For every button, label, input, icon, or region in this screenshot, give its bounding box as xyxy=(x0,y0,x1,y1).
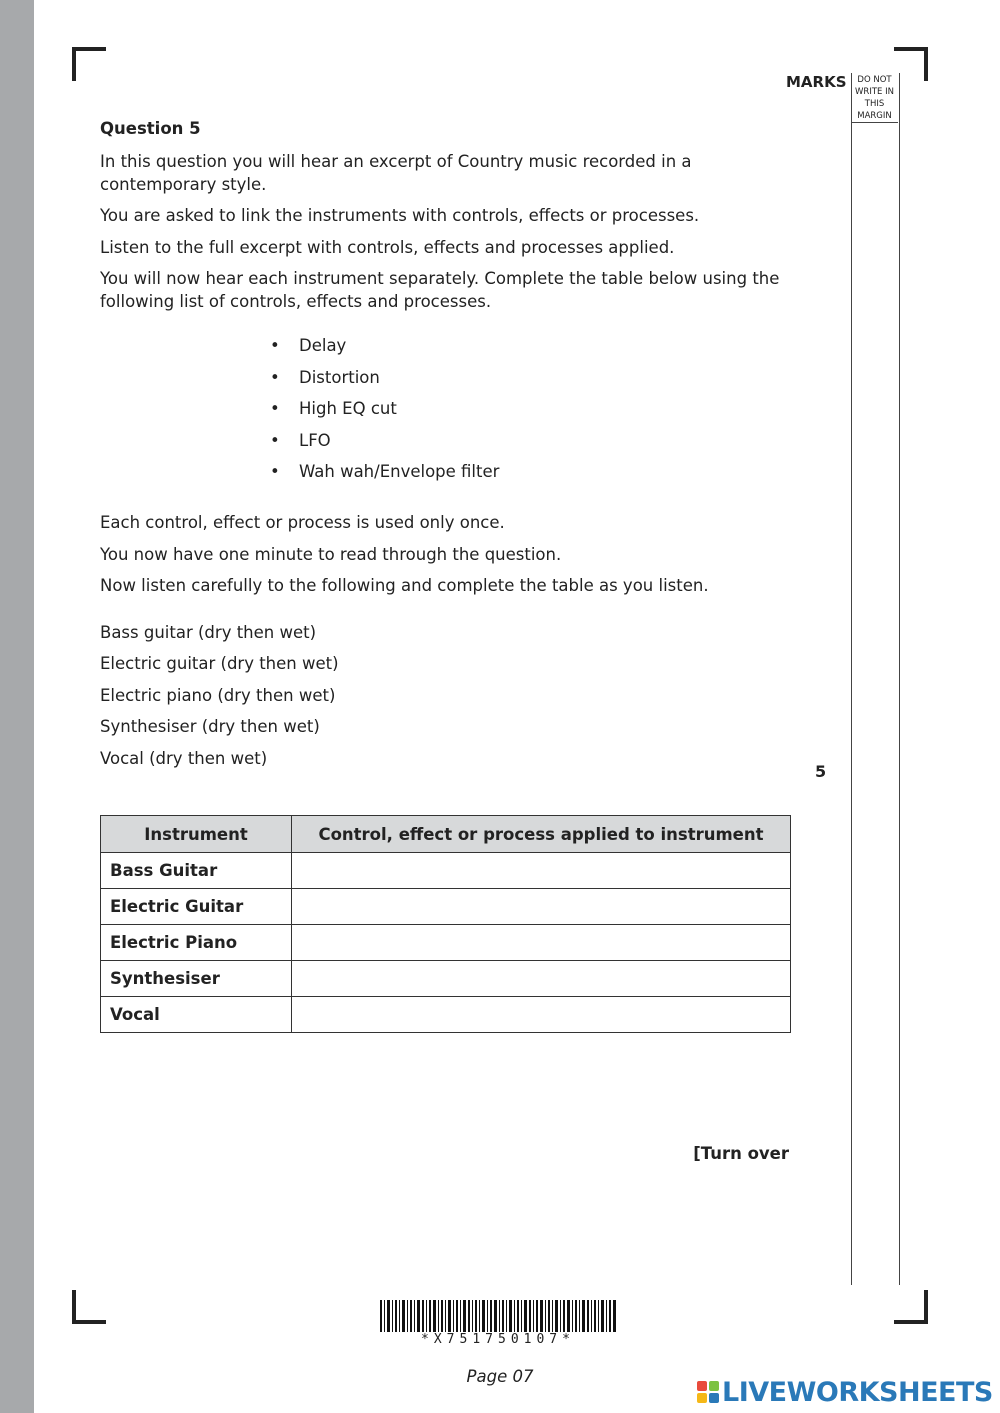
crop-mark-bottom-right xyxy=(894,1290,928,1324)
barcode-text: *X751750107* xyxy=(421,1332,575,1347)
list-item: • LFO xyxy=(270,430,331,450)
table-row xyxy=(101,997,791,1033)
instrument-name: Electric Guitar xyxy=(101,889,292,925)
table-header-row xyxy=(101,816,791,853)
playlist-item: Synthesiser (dry then wet) xyxy=(100,717,320,736)
answer-field[interactable] xyxy=(292,961,791,997)
crop-mark-top-left xyxy=(72,47,106,81)
table-row xyxy=(101,853,791,889)
barcode xyxy=(380,1300,616,1332)
playlist-item: Electric piano (dry then wet) xyxy=(100,686,336,705)
answer-field[interactable] xyxy=(292,853,791,889)
list-item: • High EQ cut xyxy=(270,399,397,419)
table-row xyxy=(101,961,791,997)
playlist-item: Vocal (dry then wet) xyxy=(100,749,268,768)
do-not-write-label: DO NOT WRITE IN THIS MARGIN xyxy=(851,73,898,123)
left-binding-bar xyxy=(0,0,34,1413)
question-task: You are asked to link the instruments with controls, effects or processes. xyxy=(100,206,700,225)
options-list xyxy=(270,336,499,494)
instrument-name: Vocal xyxy=(101,997,292,1033)
brand-name: LIVEWORKSHEETS xyxy=(722,1376,993,1408)
table-row xyxy=(101,889,791,925)
mark-value: 5 xyxy=(815,762,827,781)
liveworksheets-logo-icon xyxy=(697,1381,719,1403)
list-item: • Delay xyxy=(270,336,347,355)
column-header-instrument: Instrument xyxy=(101,816,292,853)
instruction-once: Each control, effect or process is used only once. xyxy=(100,513,505,532)
page-number: Page 07 xyxy=(466,1367,534,1386)
instruction-listen: Now listen carefully to the following and complete the table as you listen. xyxy=(100,576,709,595)
list-item: • Distortion xyxy=(270,367,380,387)
question-complete: You will now hear each instrument separately. Complete the table below using the following list of controls, effects and processes. xyxy=(100,269,780,311)
column-header-control: Control, effect or process applied to instrument xyxy=(292,816,791,853)
marks-margin-column xyxy=(851,73,900,1285)
answer-table xyxy=(100,815,791,1033)
answer-field[interactable] xyxy=(292,889,791,925)
answer-field[interactable] xyxy=(292,997,791,1033)
playlist-item: Bass guitar (dry then wet) xyxy=(100,623,317,642)
instruction-minute: You now have one minute to read through the question. xyxy=(100,545,562,564)
question-listen: Listen to the full excerpt with controls, effects and processes applied. xyxy=(100,238,675,257)
liveworksheets-brand[interactable] xyxy=(697,1375,993,1409)
playlist-item: Electric guitar (dry then wet) xyxy=(100,654,339,673)
instrument-name: Synthesiser xyxy=(101,961,292,997)
instrument-name: Electric Piano xyxy=(101,925,292,961)
instrument-name: Bass Guitar xyxy=(101,853,292,889)
list-item: • Wah wah/Envelope filter xyxy=(270,462,500,482)
marks-label: MARKS xyxy=(786,73,847,91)
table-row xyxy=(101,925,791,961)
crop-mark-bottom-left xyxy=(72,1290,106,1324)
question-intro: In this question you will hear an excerpt of Country music recorded in a contemporary style. xyxy=(100,152,692,194)
answer-field[interactable] xyxy=(292,925,791,961)
question-title: Question 5 xyxy=(100,119,201,138)
turn-over-label: [Turn over xyxy=(693,1144,789,1163)
